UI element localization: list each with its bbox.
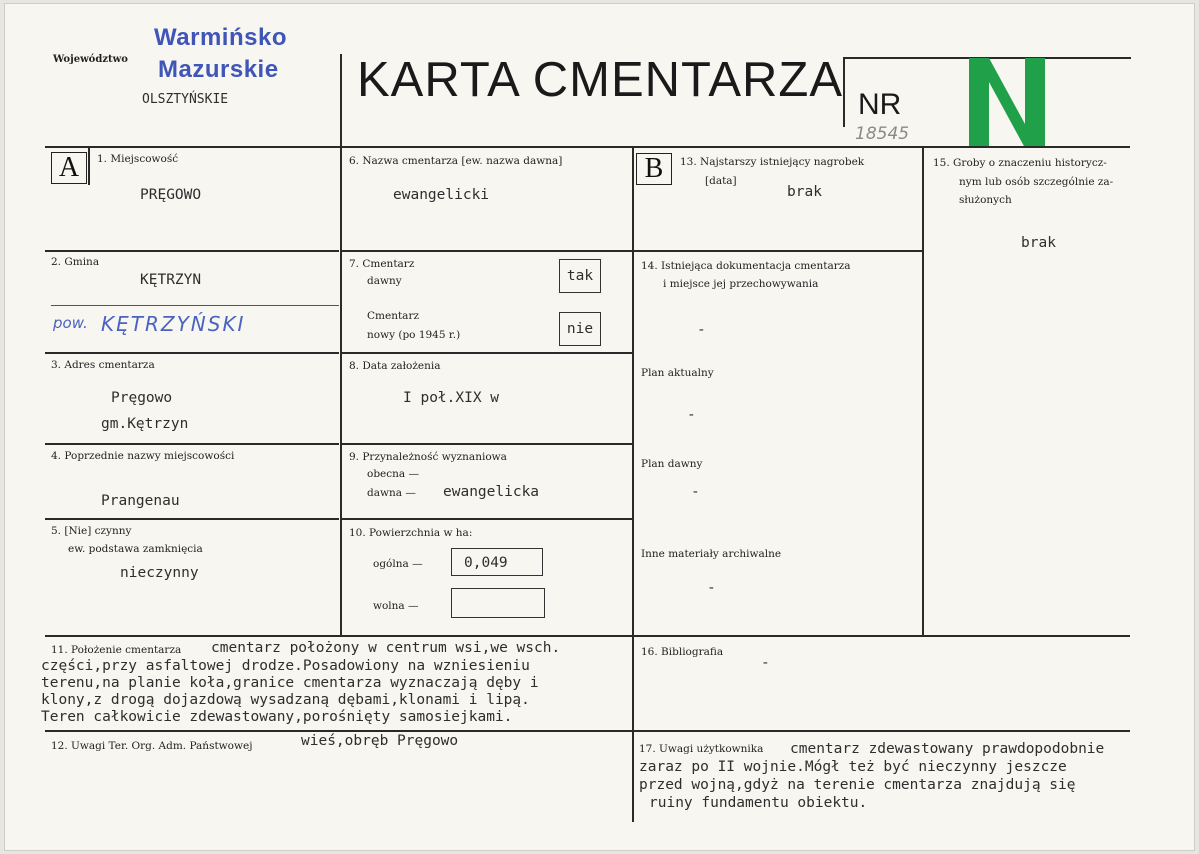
divider [45, 352, 339, 354]
field-10-wolna-value [451, 588, 545, 618]
field-7-box-dawny: tak [559, 259, 601, 293]
field-2-handwritten-value: KĘTRZYŃSKI [101, 312, 246, 336]
nr-label: NR [858, 88, 902, 121]
field-9-obecna: obecna — [367, 468, 419, 480]
field-17-line-1: cmentarz zdewastowany prawdopodobnie [790, 741, 1105, 757]
field-10-ogolna-label: ogólna — [373, 558, 423, 570]
field-11-line-4: klony,z drogą dojazdową wysadzaną dębami,klonami i lipą. [41, 692, 530, 708]
page-title: KARTA CMENTARZA [357, 53, 844, 107]
field-11-line-2: części,przy asfaltowej drodze.Posadowiony na wzniesieniu [41, 658, 530, 674]
divider [45, 518, 339, 520]
divider [45, 146, 1130, 148]
field-3-value-line-2: gm.Kętrzyn [101, 416, 189, 432]
field-9-value: ewangelicka [443, 484, 540, 500]
field-7-box-nowy: nie [559, 312, 601, 346]
divider [632, 636, 634, 822]
field-5-label-line-1: 5. [Nie] czynny [51, 525, 132, 537]
field-11-line-3: terenu,na planie koła,granice cmentarza wyznaczają dęby i [41, 675, 539, 691]
field-12-label: 12. Uwagi Ter. Org. Adm. Państwowej [51, 740, 253, 752]
inne-materialy-label: Inne materiały archiwalne [641, 548, 782, 560]
field-1-value: PRĘGOWO [140, 187, 202, 203]
divider [632, 147, 634, 635]
divider [633, 250, 923, 252]
field-16-label: 16. Bibliografia [641, 646, 724, 658]
stamp-line-1: Warmińsko [154, 24, 287, 51]
field-10-label: 10. Powierzchnia w ha: [349, 527, 473, 539]
field-2-value: KĘTRZYN [140, 272, 202, 288]
field-7-label-line-2: dawny [367, 275, 402, 287]
plan-dawny-value: - [691, 484, 700, 500]
field-10-wolna-label: wolna — [373, 600, 419, 612]
inne-materialy-value: - [707, 580, 716, 596]
field-11-line-5: Teren całkowicie zdewastowany,porośnięty samosiejkami. [41, 709, 513, 725]
field-3-value-line-1: Pręgowo [111, 390, 173, 406]
plan-aktualny-value: - [687, 407, 696, 423]
field-1-label: 1. Miejscowość [97, 153, 179, 165]
plan-dawny-label: Plan dawny [641, 458, 703, 470]
cemetery-card [4, 3, 1195, 851]
section-b-letter: B [636, 153, 672, 185]
field-15-value: brak [1021, 235, 1056, 251]
field-2-handwritten-prefix: pow. [53, 314, 88, 332]
field-14-label-line-1: 14. Istniejąca dokumentacja cmentarza [641, 260, 851, 272]
field-13-label-line-2: [data] [705, 175, 737, 187]
divider [45, 730, 1130, 732]
field-17-line-2: zaraz po II wojnie.Mógł też być nieczynny jeszcze [639, 759, 1067, 775]
field-15-label-line-1: 15. Groby o znaczeniu historycz- [933, 157, 1107, 169]
divider [45, 250, 339, 252]
field-3-label: 3. Adres cmentarza [51, 359, 155, 371]
divider [341, 443, 633, 445]
section-a-letter: A [51, 152, 87, 184]
field-7-label-line-3: Cmentarz [367, 310, 419, 322]
wojewodztwo-label: Województwo [53, 54, 128, 65]
nr-handwritten: 18545 [855, 124, 910, 144]
field-7-label-line-4: nowy (po 1945 r.) [367, 329, 461, 341]
field-2-label: 2. Gmina [51, 256, 100, 268]
field-5-value: nieczynny [120, 565, 199, 581]
field-6-value: ewangelicki [393, 187, 490, 203]
field-9-label: 9. Przynależność wyznaniowa [349, 451, 507, 463]
field-15-label-line-3: służonych [959, 194, 1012, 206]
divider [45, 635, 1130, 637]
divider [341, 250, 633, 252]
field-8-label: 8. Data założenia [349, 360, 441, 372]
field-17-line-4: ruiny fundamentu obiektu. [649, 795, 868, 811]
field-13-label-line-1: 13. Najstarszy istniejący nagrobek [680, 156, 865, 168]
field-14-value: - [697, 322, 706, 338]
plan-aktualny-label: Plan aktualny [641, 367, 714, 379]
field-8-value: I poł.XIX w [403, 390, 500, 406]
field-6-label: 6. Nazwa cmentarza [ew. nazwa dawna] [349, 155, 563, 167]
divider [341, 518, 633, 520]
divider [340, 147, 342, 635]
stamp-line-2: Mazurskie [158, 56, 279, 83]
divider [88, 147, 90, 185]
field-12-value: wieś,obręb Pręgowo [301, 733, 459, 749]
field-7-label-line-1: 7. Cmentarz [349, 258, 415, 270]
divider [340, 54, 342, 146]
divider [51, 305, 339, 306]
field-4-value: Prangenau [101, 493, 180, 509]
field-11-line-1: cmentarz położony w centrum wsi,we wsch. [211, 640, 561, 656]
field-16-value: - [761, 655, 770, 671]
field-11-label: 11. Położenie cmentarza [51, 644, 182, 656]
divider [341, 352, 633, 354]
field-13-value: brak [787, 184, 822, 200]
field-15-label-line-2: nym lub osób szczególnie za- [959, 176, 1114, 188]
divider [922, 147, 924, 635]
field-17-label: 17. Uwagi użytkownika [639, 743, 764, 755]
field-9-dawna: dawna — [367, 487, 416, 499]
field-14-label-line-2: i miejsce jej przechowywania [663, 278, 819, 290]
divider [45, 443, 339, 445]
typed-voivodeship: OLSZTYŃSKIE [142, 92, 229, 107]
field-4-label: 4. Poprzednie nazwy miejscowości [51, 450, 235, 462]
field-5-label-line-2: ew. podstawa zamknięcia [68, 543, 203, 555]
divider [843, 57, 845, 127]
field-17-line-3: przed wojną,gdyż na terenie cmentarza znajdują się [639, 777, 1076, 793]
field-10-ogolna-value: 0,049 [451, 548, 543, 576]
big-letter-n [963, 54, 1053, 152]
